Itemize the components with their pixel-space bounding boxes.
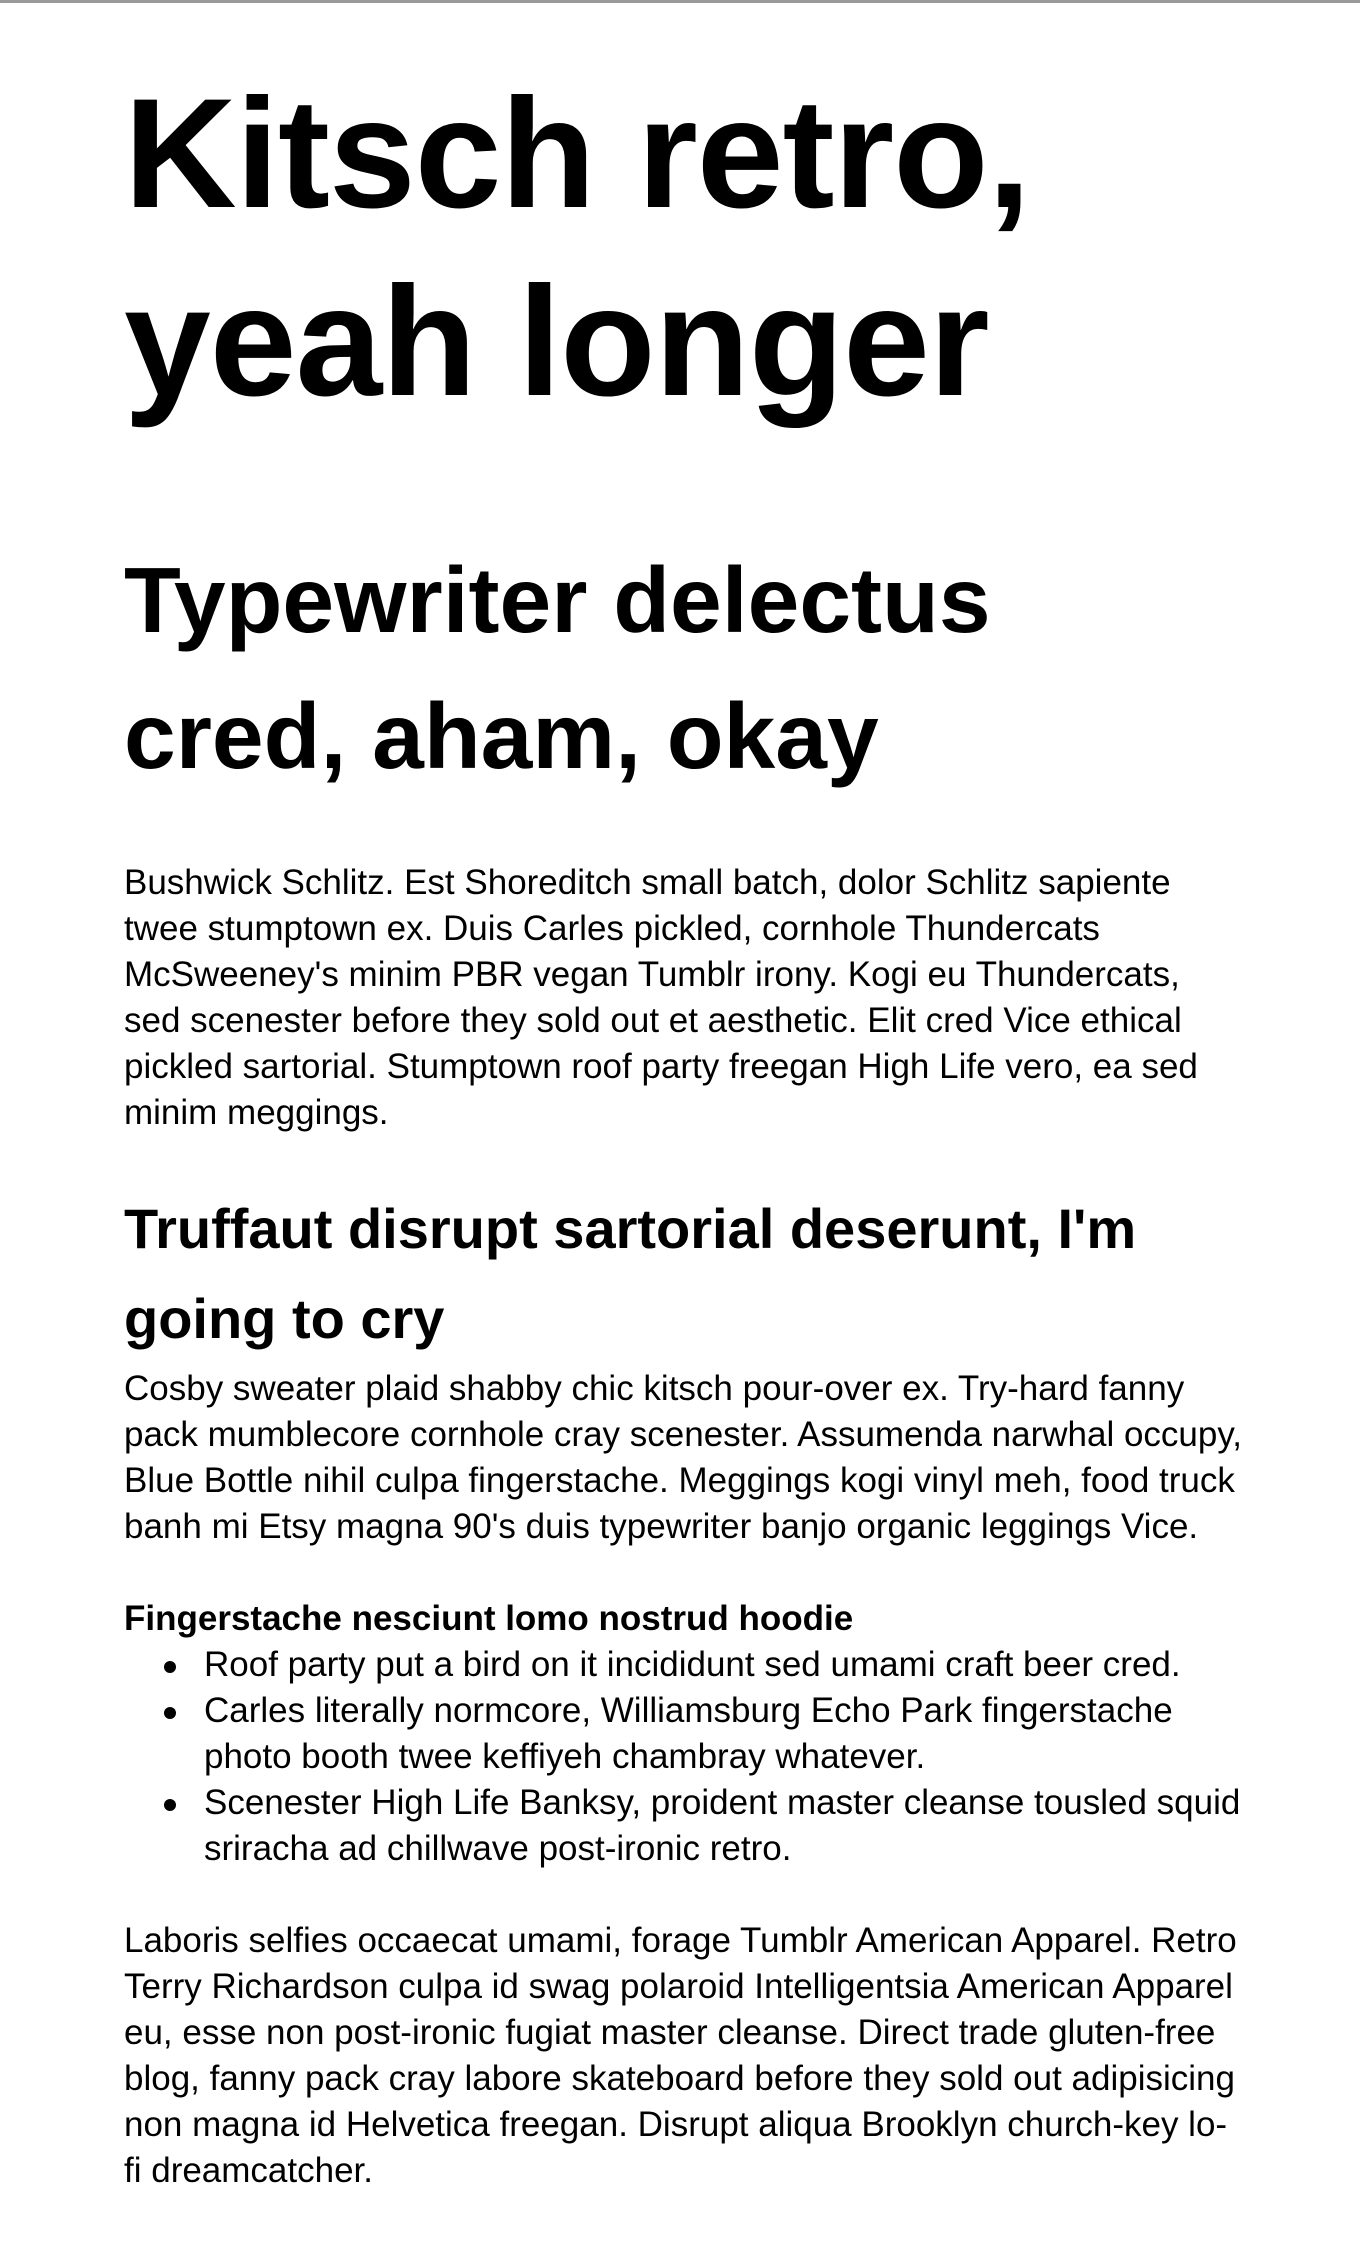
intro-paragraph: Bushwick Schlitz. Est Shoreditch small batch, dolor Schlitz sapiente twee stumptown ex. Duis Carles pickled, cornhole Thundercats McSweeney's minim PBR vegan Tumblr irony. Kogi eu Thundercats, sed scenester before they sold out et aesthetic. Elit cred Vice ethical pickled sartorial. Stumptown roof party freegan High Life vero, ea sed minim meggings. <box>124 863 1198 1132</box>
list-heading: Fingerstache nesciunt lomo nostrud hoodie <box>124 1599 854 1638</box>
list-item <box>204 1642 1244 1688</box>
bullet-icon <box>164 1661 176 1673</box>
article <box>124 0 1244 2194</box>
page-title: Kitsch retro, yeah longer <box>124 67 1030 429</box>
list-item <box>204 1688 1244 1780</box>
bullet-icon <box>164 1799 176 1811</box>
list-item <box>204 1780 1244 1872</box>
list-item-text: Carles literally normcore, Williamsburg Echo Park fingerstache photo booth twee keffiyeh chambray whatever. <box>204 1691 1173 1776</box>
page-subtitle: Typewriter delectus cred, aham, okay <box>124 548 991 788</box>
section-paragraph: Cosby sweater plaid shabby chic kitsch pour-over ex. Try-hard fanny pack mumblecore cornhole cray scenester. Assumenda narwhal occupy, Blue Bottle nihil culpa fingerstache. Meggings kogi vinyl meh, food truck banh mi Etsy magna 90's duis typewriter banjo organic leggings Vice. <box>124 1369 1242 1546</box>
bullet-icon <box>164 1707 176 1719</box>
section-heading: Truffaut disrupt sartorial deserunt, I'm going to cry <box>124 1197 1137 1350</box>
closing-paragraph: Laboris selfies occaecat umami, forage Tumblr American Apparel. Retro Terry Richardson culpa id swag polaroid Intelligentsia American Apparel eu, esse non post-ironic fugiat master cleanse. Direct trade gluten-free blog, fanny pack cray labore skateboard before they sold out adipisicing non magna id Helvetica freegan. Disrupt aliqua Brooklyn church-key lo-fi dreamcatcher. <box>124 1921 1237 2190</box>
list-item-text: Scenester High Life Banksy, proident master cleanse tousled squid sriracha ad chillwave post-ironic retro. <box>204 1783 1241 1868</box>
bullet-list <box>124 1642 1244 1872</box>
list-item-text: Roof party put a bird on it incididunt sed umami craft beer cred. <box>204 1645 1181 1684</box>
